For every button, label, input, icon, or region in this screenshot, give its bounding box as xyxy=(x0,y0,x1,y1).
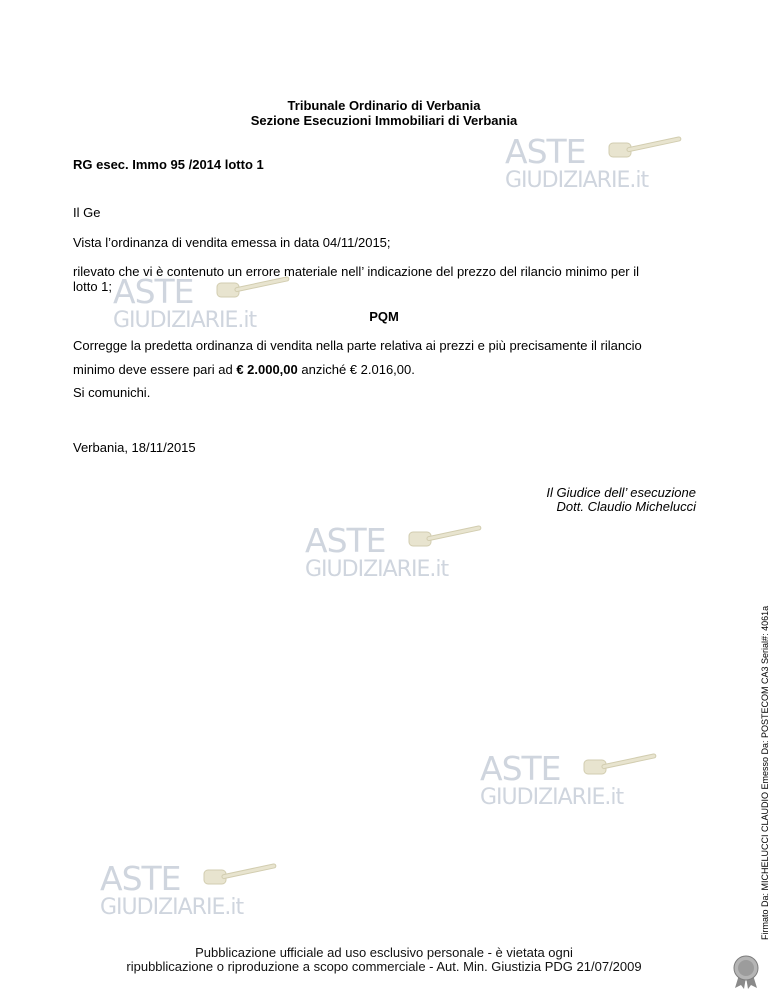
gavel-icon xyxy=(217,277,289,297)
text-segment: anziché € 2.016,00. xyxy=(297,362,415,377)
paragraph-comunichi: Si comunichi. xyxy=(73,385,151,400)
digital-signature-note: Firmato Da: MICHELUCCI CLAUDIO Emesso Da: POSTECOM CA3 Serial#: 4061a xyxy=(760,605,770,940)
watermark-word-aste: ASTE xyxy=(100,859,181,898)
court-name: Tribunale Ordinario di Verbania xyxy=(287,98,481,113)
watermark-aste-giudiziarie xyxy=(505,133,685,193)
watermark-word-aste: ASTE xyxy=(480,749,561,788)
watermark-word-giudiziarie: GIUDIZIARIE.it xyxy=(305,557,449,582)
watermark-word-giudiziarie: GIUDIZIARIE.it xyxy=(505,168,649,193)
watermark-aste-giudiziarie xyxy=(305,522,485,582)
paragraph-rilevato-line2: lotto 1; xyxy=(73,279,113,294)
gavel-icon xyxy=(204,864,276,884)
court-section: Sezione Esecuzioni Immobiliari di Verbania xyxy=(250,113,518,128)
gavel-icon xyxy=(609,137,681,157)
watermark-word-aste: ASTE xyxy=(305,521,386,560)
paragraph-vista: Vista l’ordinanza di vendita emessa in data 04/11/2015; xyxy=(73,235,391,250)
paragraph-rilevato-line1: rilevato che vi è contenuto un errore materiale nell’ indicazione del prezzo del rilancio minimo per il xyxy=(73,264,640,279)
watermark-aste-giudiziarie xyxy=(113,273,293,333)
watermark-word-giudiziarie: GIUDIZIARIE.it xyxy=(100,895,244,920)
salutation: Il Ge xyxy=(73,205,101,220)
watermark-aste-giudiziarie xyxy=(480,750,660,810)
signature-role: Il Giudice dell’ esecuzione xyxy=(546,485,696,500)
gavel-icon xyxy=(409,526,481,546)
certification-seal-icon xyxy=(730,955,762,989)
footer-line2: ripubblicazione o riproduzione a scopo commerciale - Aut. Min. Giustizia PDG 21/07/2009 xyxy=(126,959,642,974)
case-reference: RG esec. Immo 95 /2014 lotto 1 xyxy=(73,157,264,172)
paragraph-corregge-line2 xyxy=(73,362,415,377)
watermark-word-giudiziarie: GIUDIZIARIE.it xyxy=(113,308,257,333)
paragraph-corregge-line1: Corregge la predetta ordinanza di vendita nella parte relativa ai prezzi e più precisamente il rilancio xyxy=(73,338,642,353)
amount-correct: € 2.000,00 xyxy=(236,362,298,377)
watermark-word-aste: ASTE xyxy=(113,272,194,311)
watermark-word-giudiziarie: GIUDIZIARIE.it xyxy=(480,785,624,810)
gavel-icon xyxy=(584,754,656,774)
pqm-heading: PQM xyxy=(369,309,399,324)
watermark-aste-giudiziarie xyxy=(100,860,280,920)
footer-line1: Pubblicazione ufficiale ad uso esclusivo personale - è vietata ogni xyxy=(195,945,573,960)
place-date: Verbania, 18/11/2015 xyxy=(73,440,196,455)
text-segment: minimo deve essere pari ad xyxy=(73,362,237,377)
watermark-word-aste: ASTE xyxy=(505,132,586,171)
signature-name: Dott. Claudio Michelucci xyxy=(556,499,696,514)
